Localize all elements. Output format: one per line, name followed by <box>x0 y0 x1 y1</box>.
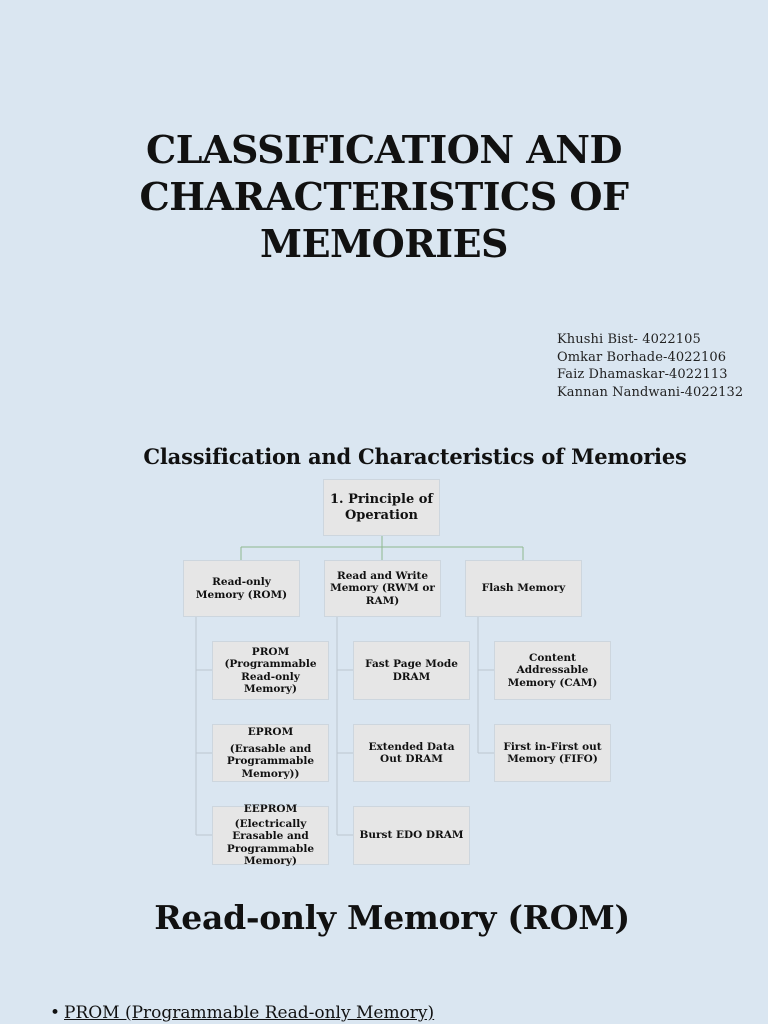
node-prom <box>212 641 329 700</box>
page-title: CLASSIFICATION AND CHARACTERISTICS OF MEMORIES <box>139 127 629 266</box>
author-line: Kannan Nandwani-4022132 <box>557 384 744 400</box>
bullet-icon: • <box>50 1003 61 1023</box>
node-sublabel: (Erasable and Programmable Memory)) <box>226 742 315 780</box>
node-burst-edo-dram <box>353 806 470 865</box>
node-label: PROM (Programmable Read-only Memory) <box>224 645 317 695</box>
author-line: Omkar Borhade-4022106 <box>557 349 727 365</box>
category-rom <box>183 560 300 617</box>
node-sublabel: (Electrically Erasable and Programmable Memory) <box>226 817 315 868</box>
node-label: EPROM <box>247 726 294 738</box>
category-label: Read-only Memory (ROM) <box>195 576 288 601</box>
node-label: Burst EDO DRAM <box>359 829 464 842</box>
author-line: Faiz Dhamaskar-4022113 <box>557 367 728 382</box>
section-title: Classification and Characteristics of Memories <box>143 444 687 469</box>
node-extended-data-out-dram <box>353 724 470 782</box>
rom-bullet-item <box>50 1003 434 1023</box>
node-fast-page-mode-dram <box>353 641 470 700</box>
node-label: EEPROM <box>243 803 298 816</box>
rom-bullet-link[interactable]: PROM (Programmable Read-only Memory) <box>64 1003 435 1023</box>
author-line: Khushi Bist- 4022105 <box>557 332 701 347</box>
category-label: Read and Write Memory (RWM or RAM) <box>330 569 435 607</box>
category-label: Flash Memory <box>481 582 566 595</box>
category-flash <box>465 560 582 617</box>
node-label: Content Addressable Memory (CAM) <box>507 651 598 689</box>
node-label: Fast Page Mode DRAM <box>365 658 458 683</box>
rom-section-title: Read-only Memory (ROM) <box>154 898 630 937</box>
node-label: Extended Data Out DRAM <box>368 740 455 765</box>
node-fifo <box>494 724 611 782</box>
root-node-label: 1. Principle of Operation <box>329 491 434 523</box>
node-eeprom <box>212 803 329 868</box>
node-cam <box>494 641 611 700</box>
node-label: First in-First out Memory (FIFO) <box>503 740 602 765</box>
category-ram <box>324 560 441 617</box>
node-eprom <box>212 724 329 782</box>
root-node <box>323 479 440 536</box>
